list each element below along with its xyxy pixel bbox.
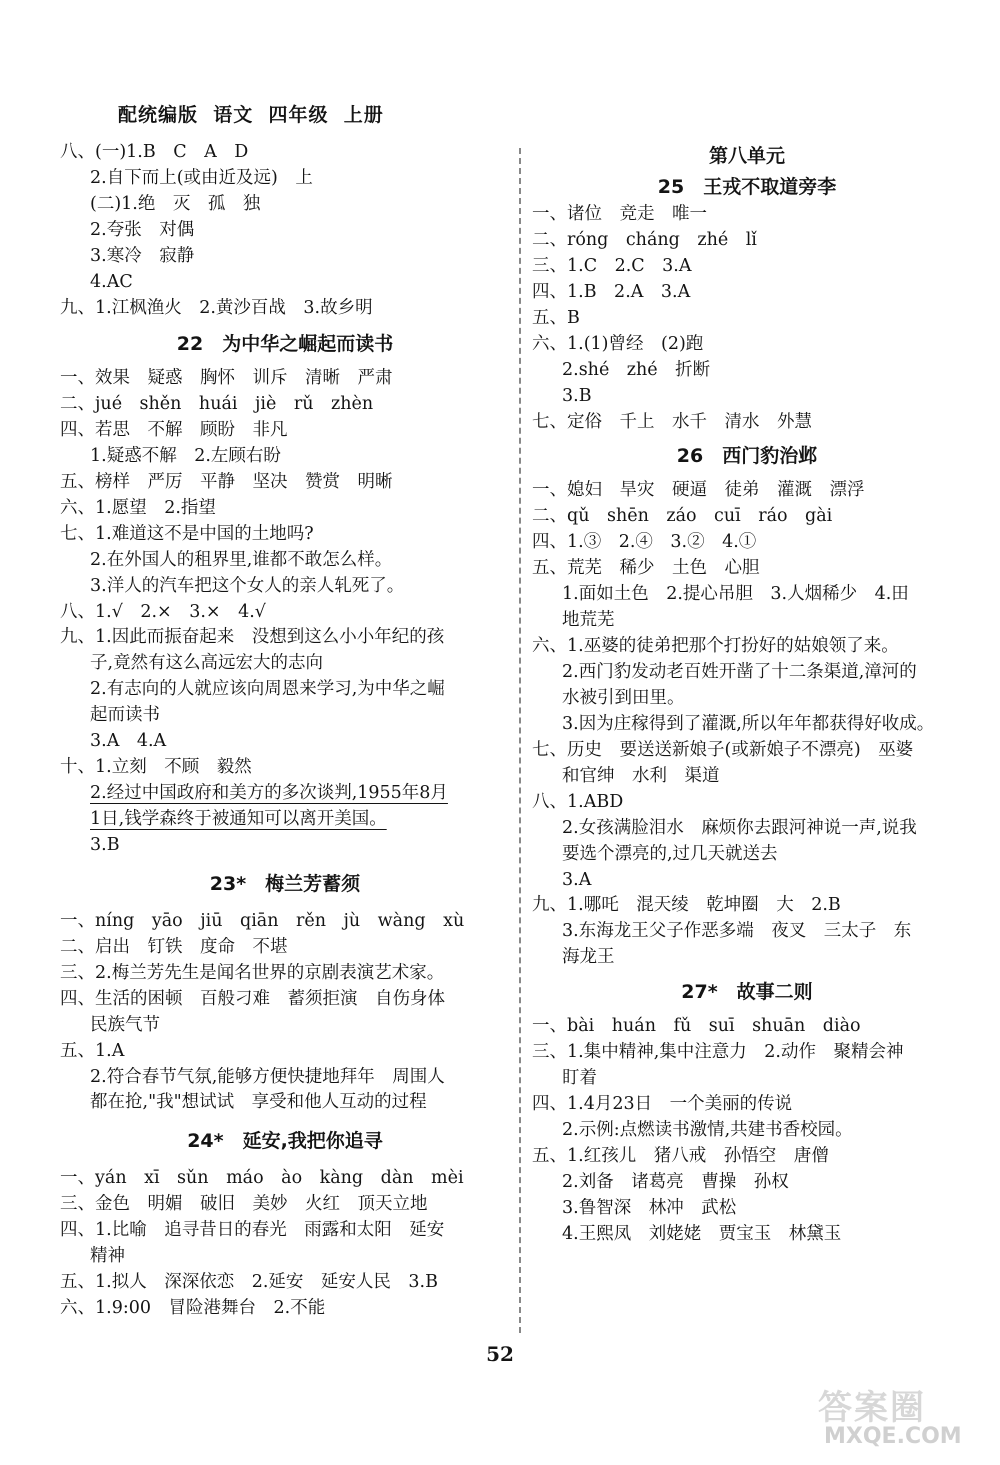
answer-line: 2.刘备 诸葛亮 曹操 孙权 (562, 1171, 789, 1192)
answer-line: 二、启出 钉铁 度命 不堪 (60, 936, 288, 957)
answer-line: 3.洋人的汽车把这个女人的亲人轧死了。 (90, 575, 405, 596)
answer-line: 和官绅 水利 渠道 (562, 765, 720, 786)
answer-line: 八、(一)1.B C A D (60, 142, 249, 162)
answer-line: 二、róng cháng zhé lǐ (532, 229, 757, 250)
answer-line: 四、1.比喻 追寻昔日的春光 雨露和太阳 延安 (60, 1220, 445, 1241)
answer-line: 都在抢,"我"想试试 享受和他人互动的过程 (90, 1092, 427, 1113)
answer-line: 地荒芜 (562, 610, 615, 631)
section-heading: 26 西门豹治邺 (676, 445, 818, 468)
answer-line: 3.B (562, 385, 592, 406)
answer-line: 五、1.红孩儿 猪八戒 孙悟空 唐僧 (532, 1145, 829, 1166)
column-divider (519, 148, 521, 1333)
watermark (818, 1380, 988, 1460)
answer-line: 3.A (562, 869, 592, 890)
answer-line: 4.王熙凤 刘姥姥 贾宝玉 林黛玉 (562, 1223, 842, 1244)
answer-line: 五、1.A (60, 1040, 125, 1061)
answer-line: 一、níng yāo jiū qiān rěn jù wàng xù (60, 910, 465, 931)
answer-line: 2.shé zhé 折断 (562, 359, 711, 380)
answer-line: 六、1.巫婆的徒弟把那个打扮好的姑娘领了来。 (532, 636, 899, 657)
answer-line: 五、荒芜 稀少 土色 心胆 (532, 558, 760, 579)
answer-line: 一、bài huán fǔ suī shuān diào (532, 1016, 861, 1037)
answer-line: 要选个漂亮的,过几天就送去 (562, 843, 778, 864)
answer-line: 3.东海龙王父子作恶多端 夜叉 三太子 东 (562, 921, 912, 942)
answer-line: 1日,钱学森终于被通知可以离开美国。 (90, 809, 387, 829)
section-heading: 第八单元 (708, 145, 785, 167)
answer-line: 一、效果 疑惑 胸怀 训斥 清晰 严肃 (60, 368, 393, 389)
answer-line: 四、1.③ 2.④ 3.② 4.① (532, 532, 757, 553)
section-heading: 24* 延安,我把你追寻 (187, 1130, 383, 1153)
answer-line: 2.示例:点燃读书激情,共建书香校园。 (562, 1120, 853, 1140)
answer-line: 盯着 (562, 1068, 597, 1089)
answer-line: 四、若思 不解 顾盼 非凡 (60, 419, 288, 440)
answer-line: 一、诸位 竞走 唯一 (532, 204, 707, 224)
answer-line: 六、1.9:00 冒险港舞台 2.不能 (60, 1298, 326, 1319)
answer-line: 2.符合春节气氛,能够方便快捷地拜年 周围人 (90, 1066, 445, 1087)
answer-line: 三、2.梅兰芳先生是闻名世界的京剧表演艺术家。 (60, 962, 445, 983)
answer-line: 3.鲁智深 林冲 武松 (562, 1197, 737, 1218)
answer-line: 八、1.√ 2.× 3.× 4.√ (60, 601, 266, 622)
answer-line: 3.寒冷 寂静 (90, 245, 195, 266)
book-header: 配统编版 语文 四年级 上册 (118, 104, 384, 126)
answer-line: 2.西门豹发动老百姓开凿了十二条渠道,漳河的 (562, 662, 917, 682)
watermark-url: MXQE.COM (824, 1424, 962, 1449)
answer-line: 子,竟然有这么高远宏大的志向 (90, 653, 324, 674)
answer-line: 2.女孩满脸泪水 麻烦你去跟河神说一声,说我 (562, 817, 917, 838)
answer-line: 二、qǔ shēn záo cuī ráo gài (532, 506, 833, 527)
answer-line: 1.面如土色 2.提心吊胆 3.人烟稀少 4.田 (562, 584, 909, 605)
answer-line: 水被引到田里。 (562, 687, 685, 708)
answer-line: 精神 (90, 1246, 125, 1267)
answer-line: 2.在外国人的租界里,谁都不敢怎么样。 (90, 549, 393, 570)
answer-line: 3.因为庄稼得到了灌溉,所以年年都获得好收成。 (562, 713, 935, 734)
answer-line: 九、1.因此而振奋起来 没想到这么小小年纪的孩 (60, 627, 445, 648)
answer-line: 一、yán xī sǔn máo ào kàng dàn mèi (60, 1168, 464, 1189)
answer-line: 五、B (532, 307, 580, 328)
section-heading: 27* 故事二则 (681, 981, 813, 1004)
answer-line: 三、1.集中精神,集中注意力 2.动作 聚精会神 (532, 1042, 904, 1063)
answer-line: 四、1.B 2.A 3.A (532, 281, 691, 302)
answer-line: 1.疑惑不解 2.左顾右盼 (90, 445, 281, 466)
answer-line: (二)1.绝 灭 孤 独 (90, 193, 261, 214)
left-column (60, 140, 510, 1322)
answer-line: 2.有志向的人就应该向周恩来学习,为中华之崛 (90, 679, 445, 700)
answer-line: 九、1.江枫渔火 2.黄沙百战 3.故乡明 (60, 297, 373, 318)
answer-line: 七、1.难道这不是中国的土地吗? (60, 523, 314, 544)
answer-line: 七、定俗 千上 水千 清水 外慧 (532, 411, 812, 432)
answer-line: 一、媳妇 旱灾 硬逼 徒弟 灌溉 漂浮 (532, 480, 865, 501)
answer-line: 4.AC (90, 271, 133, 292)
right-column (532, 140, 962, 1248)
answer-line: 三、1.C 2.C 3.A (532, 255, 692, 276)
answer-line: 2.自下而上(或由近及远) 上 (90, 167, 313, 188)
answer-line: 六、1.愿望 2.指望 (60, 497, 216, 518)
answer-line: 二、jué shěn huái jiè rǔ zhèn (60, 394, 374, 414)
answer-line: 海龙王 (562, 947, 615, 968)
answer-line: 三、金色 明媚 破旧 美妙 火红 顶天立地 (60, 1194, 428, 1215)
answer-line: 四、生活的困顿 百般刁难 蓄须拒演 自伤身体 (60, 988, 445, 1009)
answer-line: 2.夸张 对偶 (90, 219, 195, 240)
answer-line: 民族气节 (90, 1014, 160, 1035)
page-number: 52 (486, 1342, 514, 1366)
answer-line: 四、1.4月23日 一个美丽的传说 (532, 1094, 793, 1115)
answer-line: 六、1.(1)曾经 (2)跑 (532, 333, 704, 354)
answer-line: 五、榜样 严厉 平静 坚决 赞赏 明晰 (60, 471, 393, 492)
answer-line: 3.A 4.A (90, 731, 167, 752)
section-heading: 25 王戎不取道旁李 (657, 176, 837, 198)
answer-line: 起而读书 (90, 705, 160, 726)
answer-line: 八、1.ABD (532, 791, 624, 812)
section-heading: 22 为中华之崛起而读书 (176, 332, 394, 355)
watermark-text: 答案圈 (818, 1388, 926, 1428)
answer-line: 七、历史 要送送新娘子(或新娘子不漂亮) 巫婆 (532, 739, 914, 760)
answer-line: 九、1.哪吒 混天绫 乾坤圈 大 2.B (532, 895, 841, 916)
answer-line: 2.经过中国政府和美方的多次谈判,1955年8月 (90, 783, 448, 804)
section-heading: 23* 梅兰芳蓄须 (209, 872, 361, 895)
answer-line: 3.B (90, 834, 120, 855)
answer-line: 十、1.立刻 不顾 毅然 (60, 757, 252, 778)
answer-line: 五、1.拟人 深深依恋 2.延安 延安人民 3.B (60, 1272, 438, 1293)
